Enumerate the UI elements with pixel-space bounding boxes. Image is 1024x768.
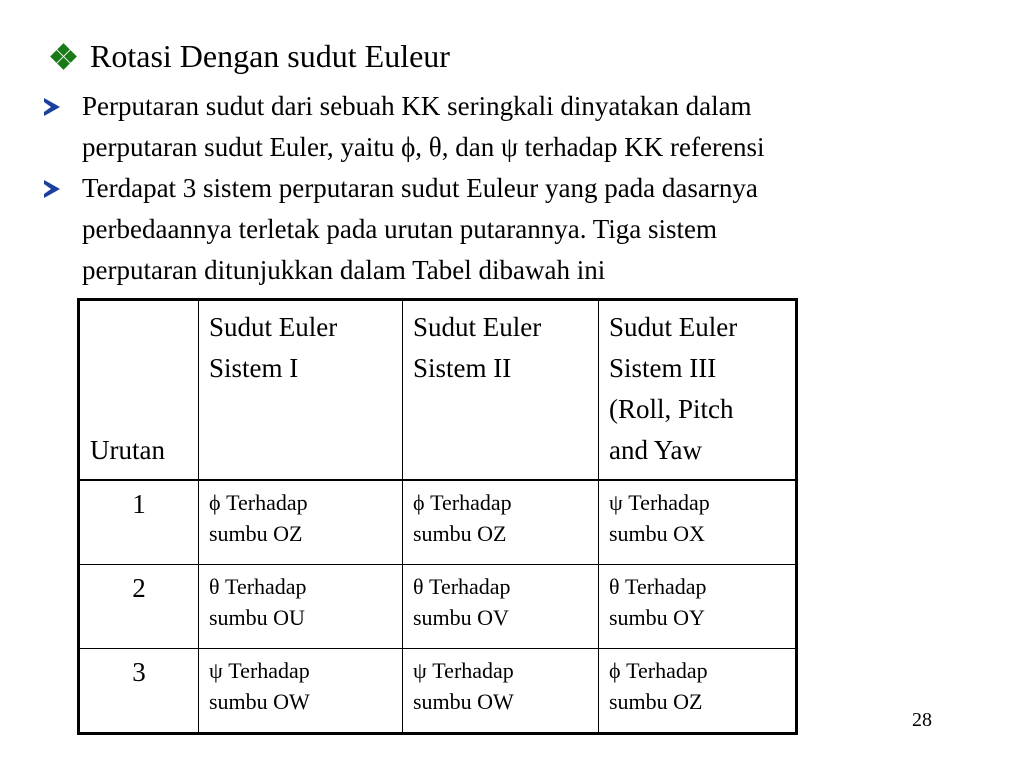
slide-title-text: Rotasi Dengan sudut Euleur (90, 38, 450, 74)
bullet-1-line-2: perputaran sudut Euler, yaitu ϕ, θ, dan ψ terhadap KK referensi (82, 132, 765, 162)
cell-line: sumbu OU (209, 605, 305, 630)
header-line: Sudut Euler (209, 312, 338, 342)
arrow-bullet-icon (44, 180, 60, 198)
header-urutan: Urutan (79, 300, 199, 481)
cell-line: sumbu OW (209, 689, 310, 714)
cell-line: sumbu OZ (609, 689, 703, 714)
bullet-2 (44, 168, 964, 291)
table-header-row (79, 300, 797, 481)
row-number: 1 (79, 480, 199, 565)
cell-sistem-3 (599, 565, 797, 649)
cell-line: θ Terhadap (609, 574, 707, 599)
header-line: Sistem I (209, 353, 299, 383)
header-sistem-2 (403, 300, 599, 481)
cell-sistem-1 (199, 565, 403, 649)
row-number: 3 (79, 649, 199, 734)
page-number: 28 (912, 709, 932, 731)
table-row (79, 480, 797, 565)
cell-line: sumbu OW (413, 689, 514, 714)
header-line: and Yaw (609, 435, 703, 465)
cell-line: ϕ Terhadap (209, 490, 308, 515)
header-line: Sudut Euler (609, 312, 738, 342)
euler-systems-table (77, 298, 798, 735)
cell-line: ψ Terhadap (413, 658, 514, 683)
arrow-bullet-icon (44, 98, 60, 116)
cell-line: sumbu OZ (413, 521, 507, 546)
bullet-1 (44, 86, 964, 168)
diamond-bullet-icon (52, 45, 76, 69)
cell-line: ψ Terhadap (209, 658, 310, 683)
cell-sistem-3 (599, 649, 797, 734)
cell-sistem-1 (199, 649, 403, 734)
cell-sistem-2 (403, 565, 599, 649)
header-sistem-1 (199, 300, 403, 481)
table-row (79, 649, 797, 734)
cell-line: ϕ Terhadap (609, 658, 708, 683)
cell-line: sumbu OZ (209, 521, 303, 546)
bullet-1-line-1: Perputaran sudut dari sebuah KK seringkali dinyatakan dalam (82, 91, 752, 121)
header-line: Sudut Euler (413, 312, 542, 342)
cell-line: ϕ Terhadap (413, 490, 512, 515)
header-line: Sistem III (609, 353, 717, 383)
table-row (79, 565, 797, 649)
cell-line: θ Terhadap (413, 574, 511, 599)
bullet-2-line-1: Terdapat 3 sistem perputaran sudut Euleur yang pada dasarnya (82, 173, 758, 203)
cell-sistem-1 (199, 480, 403, 565)
cell-line: θ Terhadap (209, 574, 307, 599)
cell-line: sumbu OX (609, 521, 705, 546)
slide-title (52, 36, 450, 76)
cell-line: ψ Terhadap (609, 490, 710, 515)
row-number: 2 (79, 565, 199, 649)
cell-sistem-2 (403, 649, 599, 734)
bullet-2-line-3: perputaran ditunjukkan dalam Tabel dibawah ini (82, 255, 606, 285)
header-line: (Roll, Pitch (609, 394, 734, 424)
cell-line: sumbu OV (413, 605, 509, 630)
bullet-2-line-2: perbedaannya terletak pada urutan putarannya. Tiga sistem (82, 214, 718, 244)
cell-sistem-2 (403, 480, 599, 565)
header-sistem-3 (599, 300, 797, 481)
cell-line: sumbu OY (609, 605, 705, 630)
cell-sistem-3 (599, 480, 797, 565)
header-line: Sistem II (413, 353, 512, 383)
